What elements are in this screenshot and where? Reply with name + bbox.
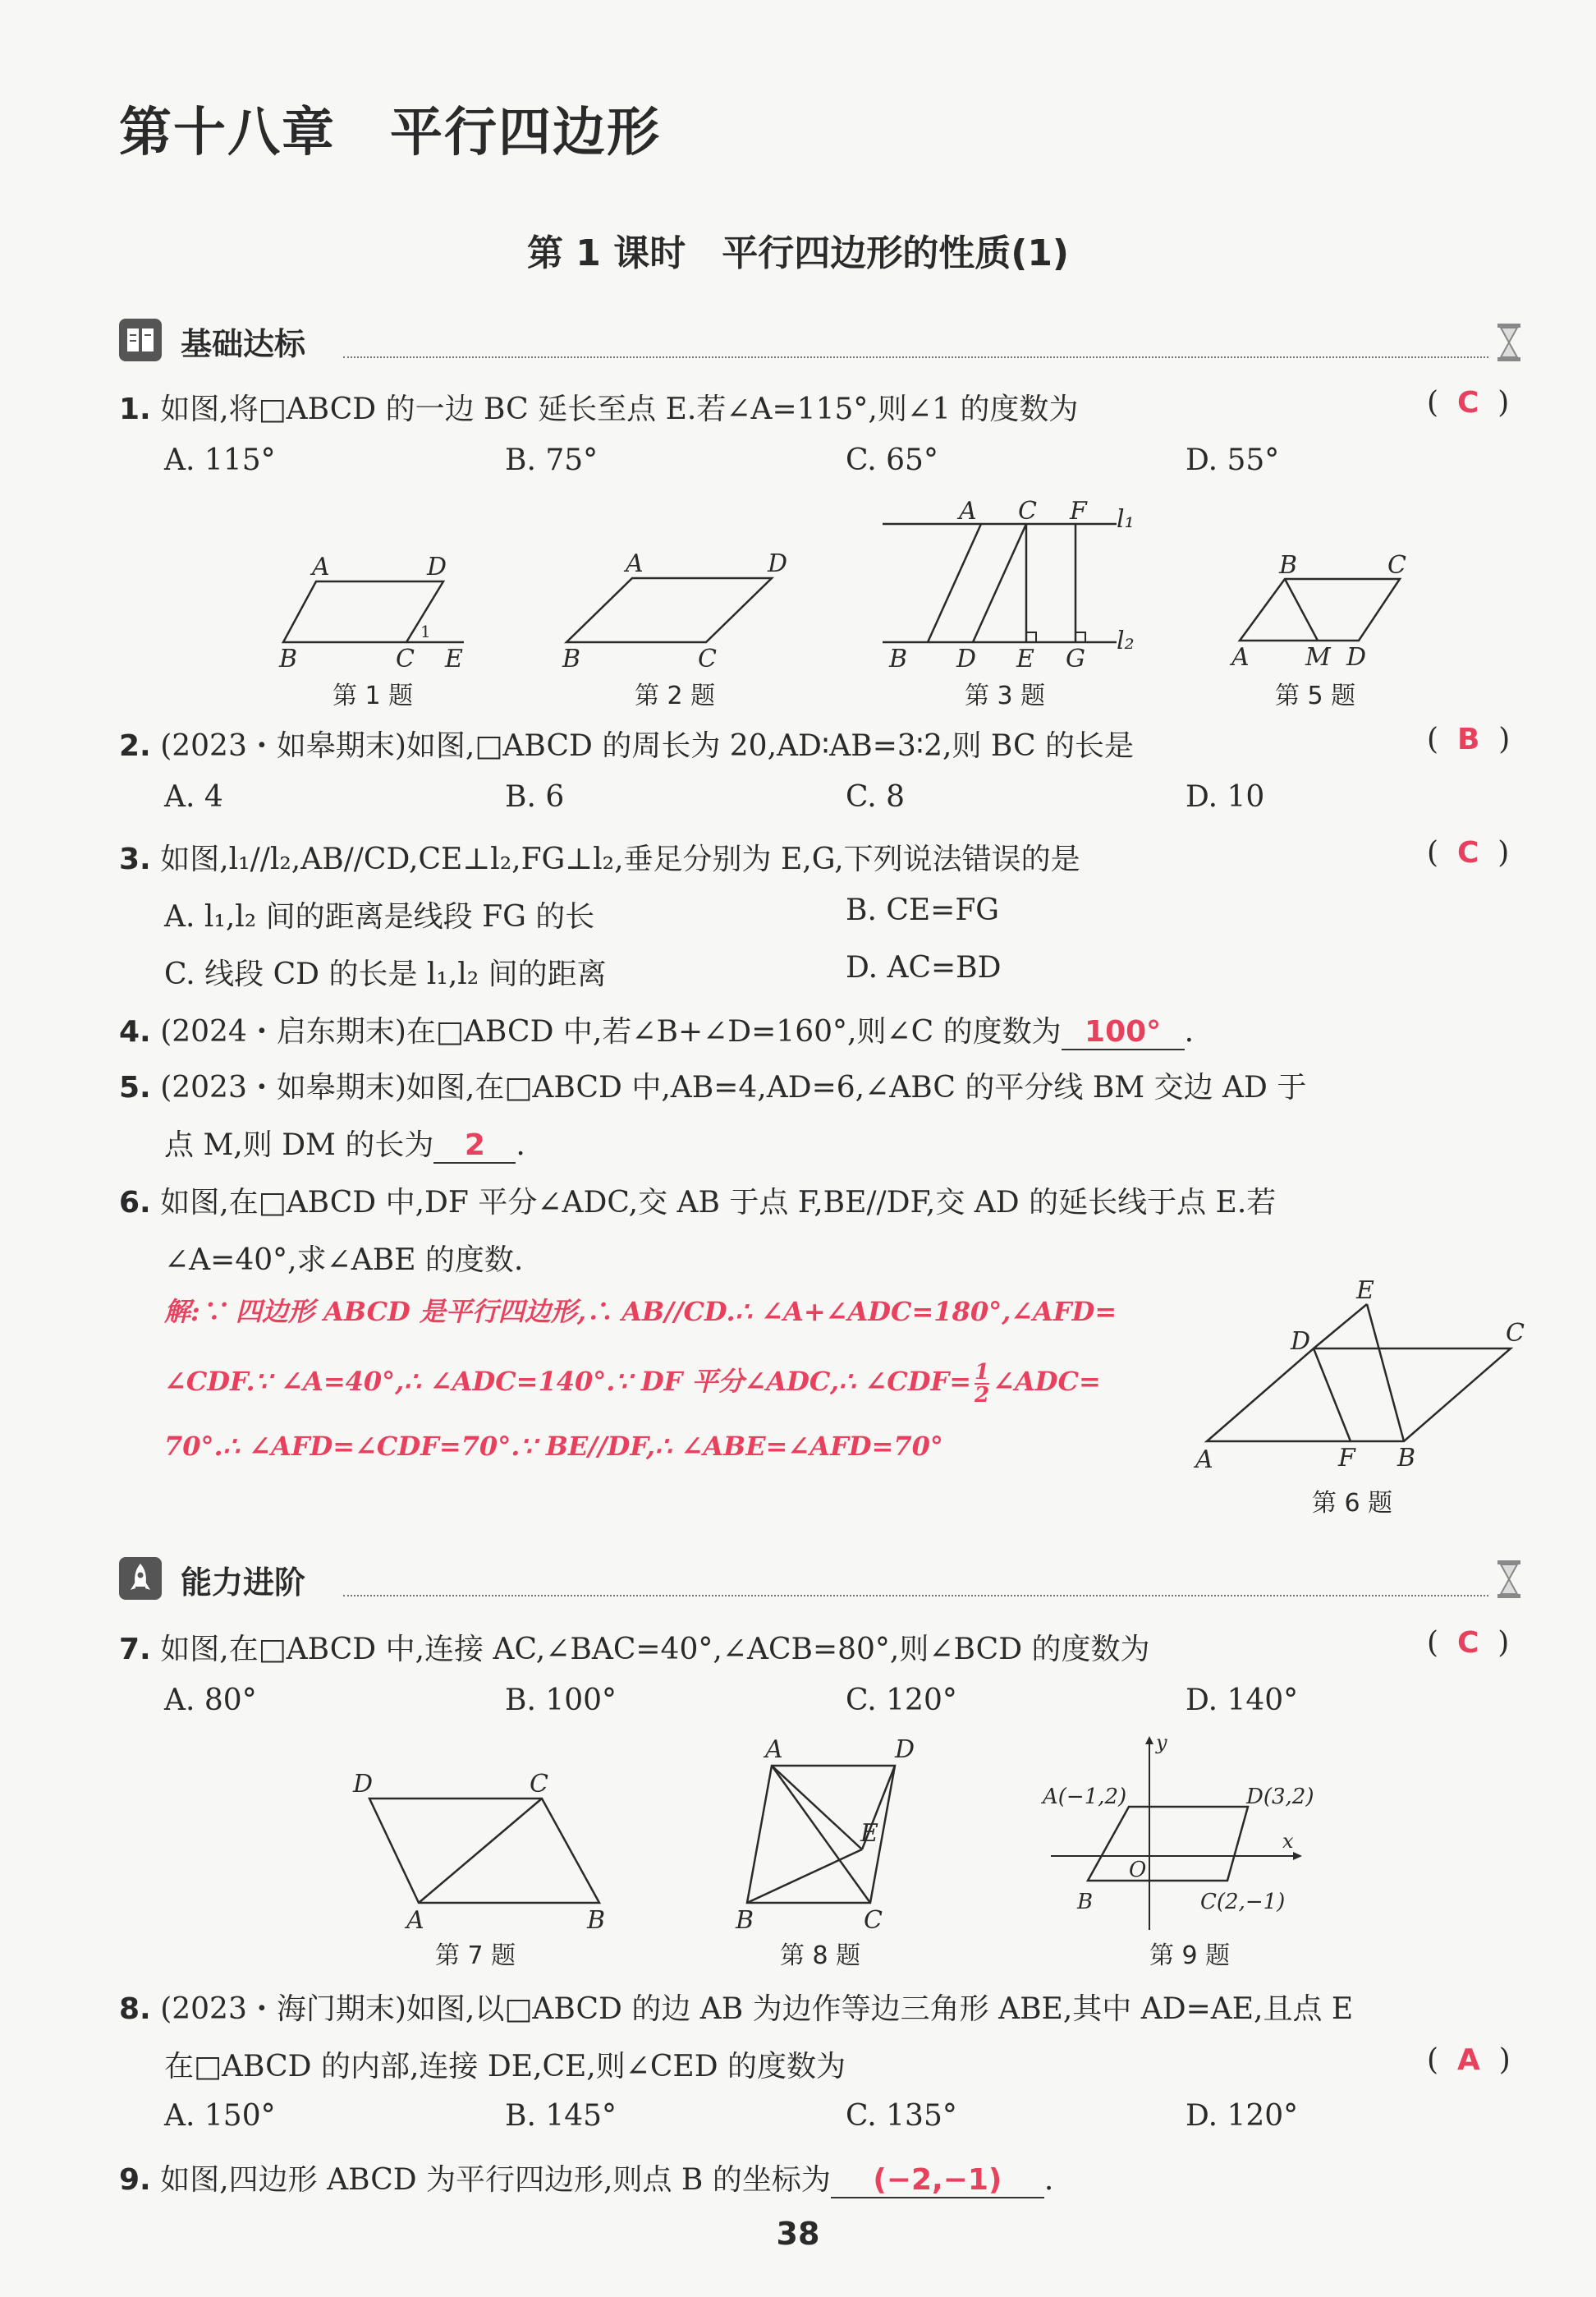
solution-line: 70°.∴ ∠AFD=∠CDF=70°.∵ BE//DF,∴ ∠ABE=∠AFD=70° — [164, 1431, 943, 1462]
option: A. 4 — [164, 780, 223, 814]
lesson-title: 第 1 课时 平行四边形的性质(1) — [526, 232, 1070, 274]
figure-caption: 第 5 题 — [1275, 682, 1356, 710]
section-advanced-title: 能力进阶 — [181, 1564, 306, 1601]
section-divider — [343, 356, 1488, 358]
option: B. 145° — [505, 2099, 617, 2133]
fig-label: D — [353, 1770, 374, 1799]
option: D. 120° — [1186, 2099, 1299, 2133]
figure-7 — [352, 1770, 605, 1935]
fig-label: B — [1397, 1444, 1416, 1472]
hourglass-icon — [1494, 1559, 1524, 1603]
fig-label: E — [1356, 1277, 1374, 1305]
fig-label: C — [1506, 1319, 1525, 1348]
question-7: 7. 如图,在□ABCD 中,连接 AC,∠BAC=40°,∠ACB=80°,则∠BCD 的度数为 — [119, 1633, 1150, 1666]
figures-row-1 — [246, 493, 1437, 714]
answer-bracket-7: ( C ) — [1427, 1626, 1510, 1660]
answer-bracket-8: ( A ) — [1427, 2043, 1511, 2077]
fig-label: C — [1387, 551, 1406, 580]
figure-caption: 第 1 题 — [332, 682, 414, 710]
question-6-cont: ∠A=40°,求∠ABE 的度数. — [164, 1243, 524, 1277]
option: A. 150° — [164, 2099, 276, 2133]
option: D. AC=BD — [846, 951, 1002, 985]
fig-label: C — [864, 1906, 883, 1935]
fig-label: l₁ — [1117, 505, 1135, 534]
figure-8 — [735, 1735, 915, 1935]
fig-label: A — [626, 549, 644, 578]
fig-label: A — [406, 1906, 424, 1935]
fig-label: A — [1231, 643, 1250, 672]
figure-6 — [1182, 1277, 1527, 1507]
fig-label: C(2,−1) — [1200, 1890, 1286, 1914]
fig-label: E — [1016, 645, 1034, 673]
solution-line: 解:∵ 四边形 ABCD 是平行四边形,∴ AB//CD.∴ ∠A+∠ADC=180°,∠AFD= — [164, 1296, 1117, 1327]
chapter-title: 第十八章 平行四边形 — [119, 103, 661, 163]
fig-label: D — [427, 553, 447, 581]
fig-label: B — [889, 645, 908, 673]
option: C. 120° — [846, 1684, 957, 1717]
fig-label: C — [396, 645, 415, 673]
fig-label: D — [1291, 1327, 1311, 1356]
option: B. 6 — [505, 780, 565, 814]
fig-label: l₂ — [1117, 627, 1135, 655]
option: B. 100° — [505, 1684, 617, 1717]
answer-bracket-3: ( C ) — [1427, 836, 1510, 870]
question-4: 4. (2024・启东期末)在□ABCD 中,若∠B+∠D=160°,则∠C 的度数为 100° . — [119, 1015, 1195, 1049]
figure-caption: 第 3 题 — [965, 682, 1046, 710]
fig-label: D — [895, 1735, 915, 1764]
fig-label: A — [312, 553, 330, 581]
option: A. l₁,l₂ 间的距离是线段 FG 的长 — [164, 900, 595, 934]
fig-label: A — [1195, 1445, 1213, 1474]
question-5: 5. (2023・如皋期末)如图,在□ABCD 中,AB=4,AD=6,∠ABC 的平分线 BM 交边 AD 于 — [119, 1071, 1307, 1105]
option: D. 55° — [1186, 443, 1280, 477]
fig-label: A — [765, 1735, 783, 1764]
question-8: 8. (2023・海门期末)如图,以□ABCD 的边 AB 为边作等边三角形 ABE,其中 AD=AE,且点 E — [119, 1992, 1354, 2026]
figure-caption: 第 9 题 — [1149, 1941, 1231, 1970]
figure-caption: 第 8 题 — [780, 1941, 861, 1970]
option: B. 75° — [505, 443, 598, 477]
figure-caption: 第 2 题 — [635, 682, 716, 710]
section-divider — [343, 1595, 1488, 1596]
fig-label: C — [1018, 497, 1037, 526]
fig-label: D(3,2) — [1246, 1785, 1314, 1809]
rocket-icon — [119, 1557, 162, 1600]
fig-label: y — [1156, 1733, 1167, 1754]
answer-bracket-2: ( B ) — [1427, 723, 1511, 756]
fig-label: x — [1282, 1830, 1294, 1853]
option: D. 140° — [1186, 1684, 1299, 1717]
fig-label: E — [860, 1819, 878, 1848]
option: B. CE=FG — [846, 894, 1000, 927]
fig-label: D — [1346, 643, 1367, 672]
fig-label: B — [587, 1906, 606, 1935]
fig-label: B — [1279, 551, 1298, 580]
fig-label: F — [1070, 497, 1087, 526]
fig-label: B — [1077, 1890, 1094, 1914]
figure-caption: 第 6 题 — [1312, 1489, 1393, 1518]
option: A. 115° — [164, 443, 276, 477]
option: D. 10 — [1186, 780, 1265, 814]
question-3: 3. 如图,l₁//l₂,AB//CD,CE⊥l₂,FG⊥l₂,垂足分别为 E,G,下列说法错误的是 — [119, 843, 1080, 876]
figure-5 — [1229, 551, 1406, 672]
fig-label: A(−1,2) — [1043, 1785, 1127, 1809]
page-number: 38 — [776, 2216, 820, 2252]
figure-2 — [562, 549, 787, 673]
question-2: 2. (2023・如皋期末)如图,□ABCD 的周长为 20,AD∶AB=3∶2,则 BC 的长是 — [119, 729, 1135, 763]
fig-label: A — [959, 497, 977, 526]
figure-1 — [278, 553, 464, 673]
hourglass-icon — [1494, 322, 1524, 366]
option: C. 65° — [846, 443, 938, 477]
question-9: 9. 如图,四边形 ABCD 为平行四边形,则点 B 的坐标为 (−2,−1) . — [119, 2163, 1054, 2197]
figure-3 — [883, 497, 1135, 673]
book-icon — [119, 319, 162, 361]
figure-9 — [1041, 1733, 1314, 1930]
fig-label: D — [768, 549, 788, 578]
fig-label: G — [1066, 645, 1085, 673]
fig-label: C — [698, 645, 717, 673]
solution-line: ∠CDF.∵ ∠A=40°,∴ ∠ADC=140°.∵ DF 平分∠ADC,∴ ∠CDF= $\frac{1}{2}$ ∠ADC= — [164, 1359, 1101, 1408]
answer-bracket-1: ( C ) — [1427, 386, 1510, 420]
fig-label: F — [1338, 1444, 1355, 1472]
fig-label: O — [1129, 1858, 1147, 1882]
fig-label: M — [1305, 643, 1331, 672]
fig-label: B — [736, 1906, 754, 1935]
option: C. 线段 CD 的长是 l₁,l₂ 间的距离 — [164, 958, 607, 991]
fig-label: C — [530, 1770, 548, 1799]
figures-row-2 — [328, 1733, 1346, 1946]
option: C. 135° — [846, 2099, 957, 2133]
fig-label: E — [445, 645, 463, 673]
fig-label: D — [956, 645, 977, 673]
section-basic-title: 基础达标 — [181, 326, 306, 362]
question-6: 6. 如图,在□ABCD 中,DF 平分∠ADC,交 AB 于点 F,BE//DF,交 AD 的延长线于点 E.若 — [119, 1186, 1277, 1220]
fig-label: 1 — [420, 622, 431, 641]
figure-caption: 第 7 题 — [435, 1941, 516, 1970]
question-1: 1. 如图,将□ABCD 的一边 BC 延长至点 E.若∠A=115°,则∠1 的度数为 — [119, 393, 1079, 426]
question-8-cont: 在□ABCD 的内部,连接 DE,CE,则∠CED 的度数为 — [164, 2050, 846, 2083]
question-5-cont: 点 M,则 DM 的长为 2 . — [164, 1128, 525, 1162]
fig-label: B — [562, 645, 581, 673]
fig-label: B — [279, 645, 298, 673]
option: C. 8 — [846, 780, 906, 814]
option: A. 80° — [164, 1684, 257, 1717]
